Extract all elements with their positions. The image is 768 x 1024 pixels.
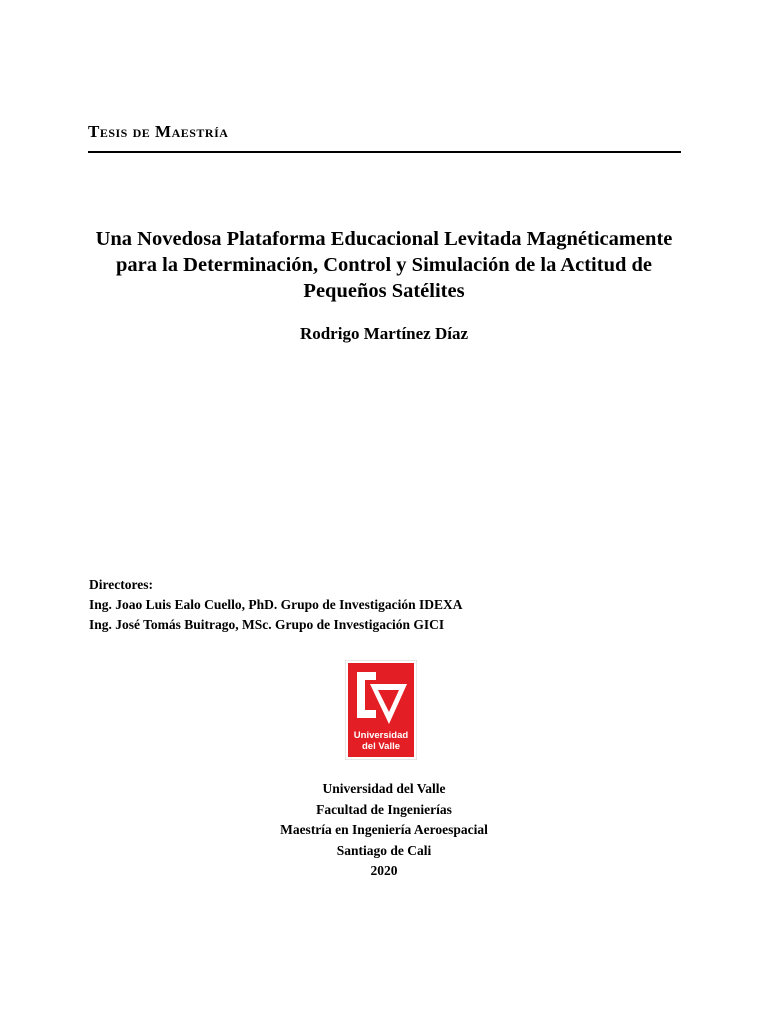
directors-heading: Directores: xyxy=(89,577,153,592)
author-name: Rodrigo Martínez Díaz xyxy=(299,324,469,343)
institution-program: Maestría en Ingeniería Aeroespacial xyxy=(280,822,488,837)
thesis-title-line-2: para la Determinación, Control y Simulación de la Actitud de xyxy=(115,254,653,276)
institution-block xyxy=(184,779,584,882)
logo-text-line-2: del Valle xyxy=(361,741,401,752)
thesis-type-label: Tesis de Maestría xyxy=(88,122,229,141)
thesis-title-line-3: Pequeños Satélites xyxy=(303,280,465,302)
institution-university: Universidad del Valle xyxy=(322,781,446,796)
university-logo xyxy=(345,660,417,760)
director-item-2: Ing. José Tomás Buitrago, MSc. Grupo de Investigación GICI xyxy=(89,617,445,632)
institution-year: 2020 xyxy=(370,863,398,878)
directors-block xyxy=(89,575,463,635)
director-item-1: Ing. Joao Luis Ealo Cuello, PhD. Grupo de Investigación IDEXA xyxy=(89,597,463,612)
institution-faculty: Facultad de Ingenierías xyxy=(316,801,452,817)
logo-text-line-1: Universidad xyxy=(353,730,409,741)
institution-city: Santiago de Cali xyxy=(336,842,432,858)
thesis-title-line-1: Una Novedosa Plataforma Educacional Levitada Magnéticamente xyxy=(95,228,673,250)
thesis-title xyxy=(60,226,708,304)
header-divider xyxy=(88,151,681,153)
